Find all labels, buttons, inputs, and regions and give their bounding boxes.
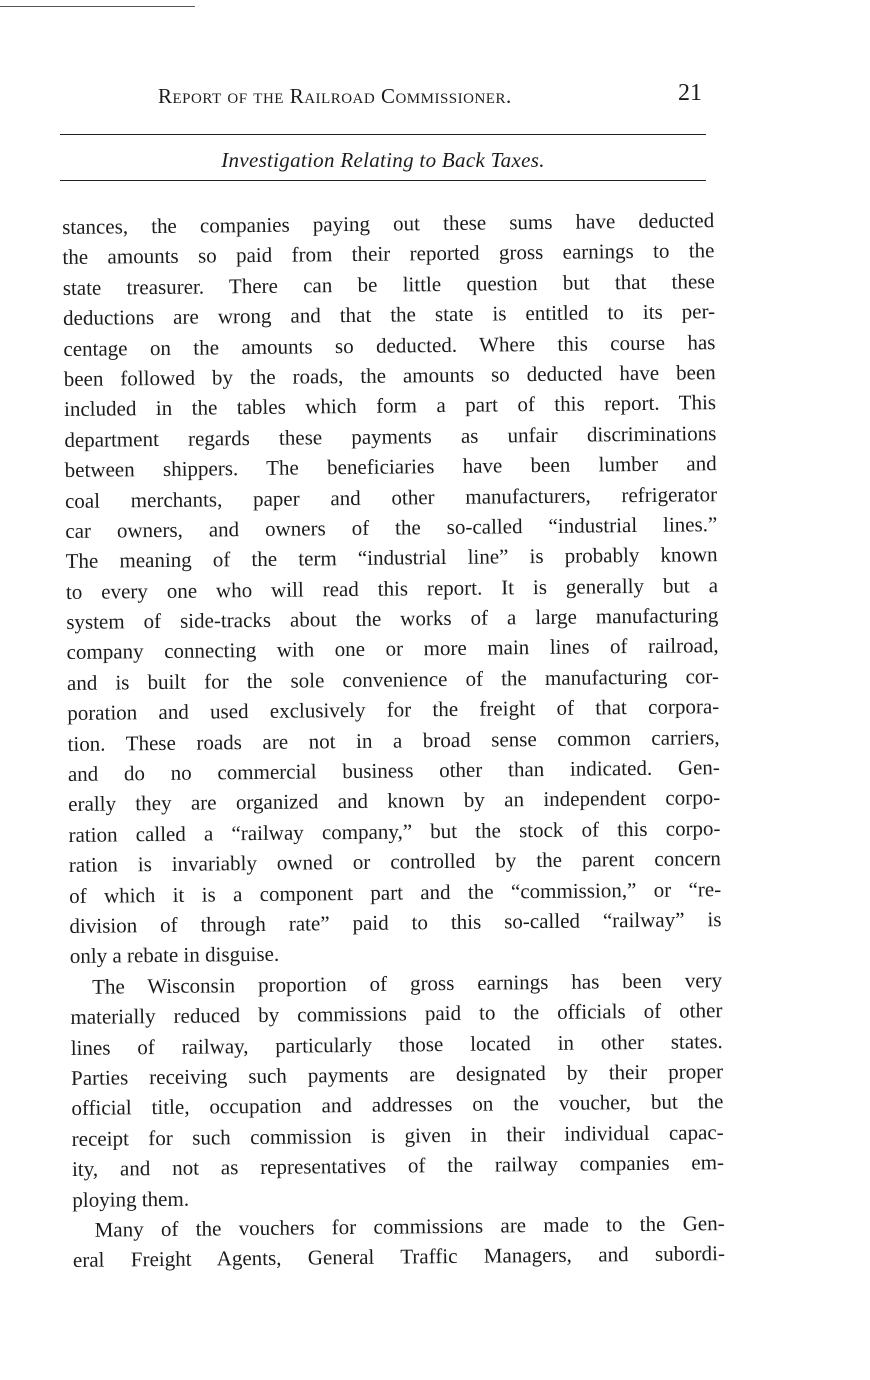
- text-line: coal merchants, paper and other manufacturers, refrigerator: [64, 481, 718, 513]
- running-head: [60, 80, 710, 114]
- running-title: Report of the Railroad Commissioner.: [158, 84, 512, 108]
- text-line: lines of railway, particularly those located in other states.: [70, 1028, 723, 1060]
- text-line: to every one who will read this report. It is generally but a: [65, 572, 719, 604]
- text-line: only a rebate in disguise.: [69, 942, 280, 969]
- text-line: and do no commercial business other than indicated. Gen-: [67, 755, 720, 786]
- text-line: materially reduced by commissions paid to the officials of other: [70, 998, 723, 1030]
- text-line: division of through rate” paid to this so-called “railway” is: [69, 907, 722, 938]
- text-line: ity, and not as representatives of the railway companies em-: [71, 1150, 725, 1182]
- text-line: company connecting with one or more main lines of railroad,: [66, 633, 719, 665]
- text-line: state treasurer. There can be little question but that these: [62, 268, 715, 300]
- text-line: been followed by the roads, the amounts so deducted have been: [63, 360, 716, 391]
- text-line: system of side-tracks about the works of a large manufacturing: [66, 603, 719, 635]
- text-line: poration and used exclusively for the freight of that corpora-: [67, 694, 720, 726]
- text-line: car owners, and owners of the so-called “industrial lines.”: [65, 512, 718, 543]
- text-line: stances, the companies paying out these sums have deducted: [62, 208, 715, 239]
- text-line: receipt for such commission is given in their individual capac-: [71, 1119, 724, 1151]
- top-edge-rule: [0, 6, 195, 7]
- text-line: centage on the amounts so deducted. Where this course has: [63, 329, 716, 361]
- text-line: department regards these payments as unfair discriminations: [64, 420, 717, 452]
- body-text: [62, 205, 725, 1275]
- text-line: ration called a “railway company,” but the stock of this corpo-: [68, 815, 721, 847]
- text-line: deductions are wrong and that the state is entitled to its per-: [62, 299, 716, 331]
- text-line-paragraph-start: The Wisconsin proportion of gross earnings has been very: [91, 967, 723, 999]
- header-rule-top: [60, 134, 706, 135]
- text-line: and is built for the sole convenience of the manufacturing cor-: [66, 664, 720, 695]
- page-number: 21: [678, 80, 702, 106]
- text-line: ration is invariably owned or controlled by the parent concern: [68, 846, 721, 878]
- text-line: tion. These roads are not in a broad sense common carriers,: [67, 724, 720, 756]
- text-line: ploying them.: [72, 1186, 190, 1212]
- text-line: official title, occupation and addresses on the voucher, but the: [71, 1089, 724, 1121]
- text-line: the amounts so paid from their reported gross earnings to the: [62, 238, 715, 270]
- text-line-paragraph-start: Many of the vouchers for commissions are made to the Gen-: [94, 1211, 725, 1242]
- text-line: of which it is a component part and the “commission,” or “re-: [69, 876, 722, 908]
- text-line: included in the tables which form a part of this report. This: [63, 390, 717, 422]
- text-line: between shippers. The beneficiaries have been lumber and: [64, 451, 717, 483]
- text-line: Parties receiving such payments are designated by their proper: [70, 1059, 724, 1090]
- text-line: The meaning of the term “industrial line” is probably known: [65, 542, 718, 574]
- section-title: Investigation Relating to Back Taxes.: [221, 148, 545, 172]
- text-line: eral Freight Agents, General Traffic Managers, and subordi-: [72, 1241, 726, 1273]
- text-line: erally they are organized and known by an independent corpo-: [68, 785, 721, 817]
- header-rule-bottom: [60, 180, 706, 181]
